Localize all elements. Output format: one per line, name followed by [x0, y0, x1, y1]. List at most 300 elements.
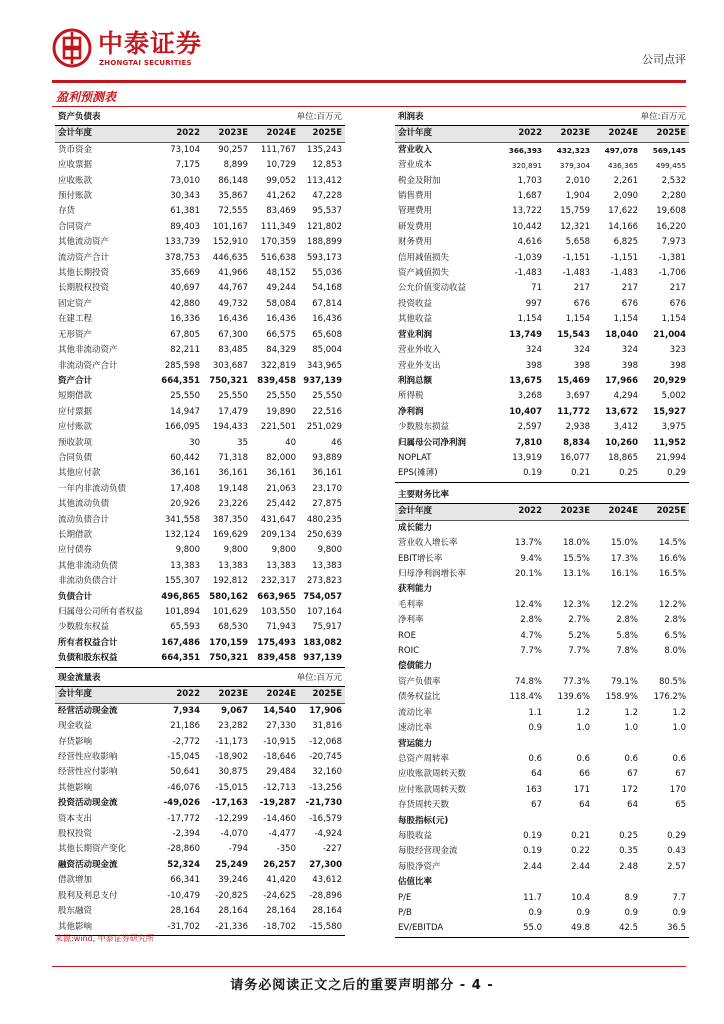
row-label: 信用减值损失	[398, 252, 450, 263]
cell-value: 64	[627, 800, 638, 811]
cell-value: 1.0	[624, 723, 638, 734]
cell-value: 46	[331, 437, 342, 448]
cell-value: 1.1	[528, 707, 542, 718]
row-label: 货币资金	[58, 144, 93, 155]
cell-value: -20,825	[215, 890, 248, 901]
cell-value: 378,753	[164, 252, 200, 263]
table-row	[55, 812, 345, 827]
cell-value: 12.3%	[562, 599, 590, 610]
cell-value: 39,246	[218, 875, 248, 886]
cell-value: 41,420	[266, 875, 296, 886]
cell-value: -794	[228, 844, 248, 855]
row-label: 应付票据	[58, 406, 93, 417]
table-row	[55, 651, 345, 667]
row-label: 借款增加	[58, 875, 93, 886]
cell-value: 183,082	[303, 637, 342, 648]
cell-value: -24,625	[263, 890, 296, 901]
row-label: 营业外收入	[398, 345, 441, 356]
table-row	[55, 359, 345, 374]
cell-value: 232,317	[260, 576, 296, 587]
cell-value: 580,162	[209, 591, 248, 602]
cell-value: 379,304	[559, 161, 591, 171]
cell-value: 15,543	[557, 329, 591, 340]
cell-value: -1,039	[514, 252, 542, 263]
cell-value: 2.7%	[568, 615, 590, 626]
cell-value: 54,168	[312, 283, 342, 294]
column-header: 2022	[495, 504, 545, 520]
row-label: 资本支出	[58, 813, 93, 824]
table-row	[395, 798, 689, 813]
cell-value: 0.21	[545, 466, 593, 482]
cell-value: 217	[669, 283, 687, 294]
row-label: 无形资产	[58, 329, 93, 340]
cell-value: 663,965	[257, 591, 296, 602]
cell-value: 750,321	[203, 651, 251, 667]
cell-value: 4.7%	[520, 630, 542, 641]
cell-value: 1,154	[565, 314, 591, 325]
cell-value: 68,530	[218, 622, 248, 633]
cell-value: 9,800	[271, 545, 296, 556]
cell-value: 750,321	[209, 375, 248, 386]
row-label: 税金及附加	[398, 175, 441, 186]
cell-value: -17,163	[211, 798, 248, 809]
cell-value: 49.8	[545, 921, 593, 937]
cell-value: 16,077	[560, 452, 591, 463]
table-row	[395, 690, 689, 705]
cell-value	[545, 875, 593, 890]
cell-value: 839,458	[251, 651, 299, 667]
table-unit: 单位:百万元	[251, 110, 345, 126]
cell-value	[495, 737, 545, 752]
cell-value: 113,412	[306, 175, 342, 186]
cell-value: 1.0	[576, 723, 590, 734]
cell-value: 25,550	[266, 391, 296, 402]
table-row	[395, 814, 689, 829]
column-header: 2024E	[251, 687, 299, 703]
row-label: 应付账款周转天数	[398, 784, 467, 795]
cell-value: -49,026	[163, 798, 200, 809]
row-label: 资产合计	[58, 375, 93, 386]
cell-value: 5,002	[661, 391, 687, 402]
table-title-row	[395, 110, 689, 126]
cell-value: -28,860	[167, 844, 200, 855]
cell-value: 10,407	[509, 406, 542, 417]
cell-value: 16,436	[312, 314, 342, 325]
cell-value: 82,000	[266, 452, 296, 463]
cell-value	[495, 659, 545, 674]
row-label: ROIC	[398, 646, 420, 657]
cell-value: -18,702	[251, 920, 299, 936]
cell-value: 11,952	[653, 437, 687, 448]
cell-value: 0.6	[576, 753, 590, 764]
cell-value: 209,134	[260, 529, 296, 540]
cell-value: 19,890	[266, 406, 296, 417]
row-label: 非流动资产合计	[58, 360, 118, 371]
cell-value: 167,486	[161, 637, 200, 648]
table-row	[395, 629, 689, 644]
row-label: 投资活动现金流	[58, 798, 118, 809]
cell-value: -1,151	[562, 252, 591, 263]
row-label: 应付债券	[58, 545, 93, 556]
cell-value: 23,226	[218, 499, 248, 510]
cell-value: 2.44	[571, 861, 590, 872]
table-row	[55, 750, 345, 765]
cell-value: 26,257	[263, 859, 296, 870]
row-label: 资产减值损失	[398, 268, 450, 279]
cell-value: -18,646	[263, 752, 296, 763]
table-row	[55, 590, 345, 605]
cell-value: 2.8%	[664, 615, 687, 626]
cell-value: 217	[573, 283, 591, 294]
cell-value	[593, 582, 641, 597]
table-row	[55, 858, 345, 873]
table-row	[395, 829, 689, 844]
cell-value: 44,767	[218, 283, 248, 294]
cell-value: 25,550	[312, 391, 342, 402]
cell-value: 2,010	[565, 175, 591, 186]
cell-value: 10,260	[605, 437, 639, 448]
cell-value: 17,479	[218, 406, 248, 417]
cell-value: 2,938	[565, 422, 591, 433]
table-row	[55, 436, 345, 451]
cell-value: 13,672	[605, 406, 639, 417]
cell-value: 664,351	[151, 651, 203, 667]
cell-value: 12.4%	[514, 599, 542, 610]
cell-value: 3,268	[517, 391, 542, 402]
cell-value: -19,287	[259, 798, 296, 809]
cell-value: 4,294	[613, 391, 639, 402]
table-header-row	[395, 504, 689, 520]
row-label: 少数股东权益	[58, 622, 110, 633]
cell-value: 1.2	[672, 707, 687, 718]
cell-value: 28,164	[312, 906, 342, 917]
cell-value: -2,772	[172, 736, 200, 747]
row-label: 净利率	[398, 615, 424, 626]
cell-value: 111,349	[260, 221, 296, 232]
cell-value: 6.5%	[664, 630, 687, 641]
row-label: 短期借款	[58, 391, 93, 402]
table-row	[55, 281, 345, 296]
cell-value: 496,865	[161, 591, 200, 602]
table-row	[55, 142, 345, 158]
cell-value: -31,702	[151, 920, 203, 936]
cell-value: -15,580	[299, 920, 345, 936]
row-label: 长期股权投资	[58, 283, 110, 294]
table-row	[395, 921, 689, 937]
cell-value: 64	[531, 769, 542, 780]
cell-value: 398	[573, 360, 591, 371]
row-label: 毛利率	[398, 599, 424, 610]
company-logo-text: 中泰证券	[98, 29, 203, 58]
row-label: 营业外支出	[398, 360, 441, 371]
column-header: 2025E	[641, 504, 689, 520]
table-row	[395, 204, 689, 219]
cell-value: 8.9	[624, 892, 638, 903]
cell-value: 0.6	[672, 753, 687, 764]
row-label: 速动比率	[398, 723, 433, 734]
cell-value: 176.2%	[653, 692, 687, 703]
cell-value: 25,442	[266, 499, 296, 510]
row-label: 少数股东损益	[398, 422, 450, 433]
cell-value: 324	[573, 345, 591, 356]
cell-value: 107,164	[306, 607, 342, 617]
row-label: 其他流动资产	[58, 237, 110, 248]
table-row	[395, 174, 689, 189]
cell-value: 937,139	[303, 375, 342, 386]
cell-value	[495, 520, 545, 536]
cell-value: 324	[525, 345, 542, 356]
cell-value: 398	[621, 360, 639, 371]
cell-value: 61,381	[170, 206, 200, 217]
cell-value: 188,899	[306, 237, 342, 248]
cell-value: 16.1%	[610, 569, 638, 580]
cell-value: 79.1%	[610, 676, 638, 687]
cell-value: 0.9	[528, 723, 542, 734]
cell-value: 0.9	[576, 907, 590, 918]
cell-value: 13.1%	[562, 569, 590, 580]
cell-value: -1,381	[658, 252, 687, 263]
cell-value: 15,927	[653, 406, 687, 417]
cell-value: 2,261	[613, 175, 639, 186]
cell-value	[593, 737, 641, 752]
row-label: 在建工程	[58, 314, 93, 325]
cell-value: 16.5%	[659, 569, 687, 580]
cell-value: 19,148	[218, 483, 248, 494]
table-row	[55, 513, 345, 528]
table-row	[395, 891, 689, 906]
table-row	[55, 620, 345, 635]
cell-value: 55.0	[495, 921, 545, 937]
cell-value: 14,947	[170, 406, 200, 417]
cell-value: 18,040	[605, 329, 639, 340]
cell-value: -12,299	[215, 813, 248, 824]
cell-value: 29,484	[266, 767, 296, 778]
cell-value: 72,555	[218, 206, 248, 217]
cell-value: 133,739	[164, 237, 200, 248]
cell-value: 497,078	[604, 145, 639, 155]
cell-value: 67	[531, 800, 542, 811]
row-label: 应收票据	[58, 160, 93, 171]
cell-value: 2,532	[661, 175, 687, 186]
table-row	[55, 703, 345, 719]
column-header: 2022	[151, 687, 203, 703]
footer-divider	[52, 966, 686, 967]
row-label: 经营性应收影响	[58, 752, 118, 763]
cell-value: 90,257	[218, 144, 248, 155]
table-row	[395, 582, 689, 597]
cell-value	[641, 520, 689, 536]
cell-value: 320,891	[511, 161, 542, 171]
cell-value: 15.5%	[562, 553, 590, 564]
row-label: 其他长期投资	[58, 268, 110, 279]
cell-value: 171	[573, 784, 590, 795]
cell-value: -20,745	[309, 752, 342, 763]
cell-value: -4,070	[220, 829, 248, 840]
row-label: 管理费用	[398, 206, 433, 217]
cell-value: 18,865	[608, 452, 639, 463]
row-label: 其他长期资产变化	[58, 844, 127, 855]
cell-value: 9,800	[175, 545, 200, 556]
table-row	[395, 405, 689, 420]
cell-value: 322,819	[260, 360, 296, 371]
cell-value: 66,575	[266, 329, 296, 340]
cell-value: 285,598	[164, 360, 200, 371]
cell-value: 273,823	[306, 576, 342, 587]
cell-value: 35	[237, 437, 248, 448]
table-title-row	[395, 488, 689, 504]
cell-value: 387,350	[212, 514, 248, 525]
cell-value: -12,068	[309, 736, 342, 747]
cell-value: 86,148	[218, 175, 248, 186]
cell-value: -2,394	[172, 829, 200, 840]
cell-value: 170,359	[260, 237, 296, 248]
table-row	[55, 251, 345, 266]
cell-value: 139.6%	[557, 692, 590, 703]
cell-value: 8,834	[563, 437, 591, 448]
row-label: 固定资产	[58, 298, 93, 309]
cell-value: 14.5%	[659, 538, 687, 549]
table-row	[55, 235, 345, 250]
cell-value: 10,442	[512, 221, 542, 232]
row-label: 债务权益比	[398, 692, 441, 703]
cell-value: 172	[621, 784, 638, 795]
cell-value: 36,161	[266, 468, 296, 479]
row-label: 股东融资	[58, 906, 93, 917]
cell-value	[545, 582, 593, 597]
cell-value: 593,173	[306, 252, 342, 263]
table-row	[55, 559, 345, 574]
row-label: 负债合计	[58, 591, 93, 602]
row-label: 应收账款周转天数	[398, 769, 467, 780]
cell-value: 6,825	[613, 237, 639, 248]
cell-value: 12,853	[312, 160, 342, 171]
cell-value: 80.5%	[659, 676, 687, 687]
column-header: 2024E	[251, 126, 299, 142]
table-unit: 单位:百万元	[593, 110, 689, 126]
cell-value: 7.7	[672, 892, 687, 903]
row-label: 总资产周转率	[398, 753, 450, 764]
cell-value: 17,966	[605, 375, 639, 386]
cell-value: -17,772	[167, 813, 200, 824]
cell-value: 937,139	[299, 651, 345, 667]
section-title: 盈利预测表	[56, 90, 117, 104]
cell-value: 0.35	[619, 846, 638, 857]
table-title-row	[55, 110, 345, 126]
table-row	[395, 737, 689, 752]
cell-value: 0.9	[624, 907, 638, 918]
cell-value: 30	[189, 437, 200, 448]
cell-value: 0.29	[641, 466, 689, 482]
cell-value	[495, 814, 545, 829]
row-label: 所得税	[398, 391, 424, 402]
cell-value: 12.2%	[659, 599, 687, 610]
row-label: 销售费用	[398, 191, 433, 202]
cell-value: 2.8%	[616, 615, 638, 626]
row-label: 估值比率	[398, 877, 433, 888]
cell-value	[495, 582, 545, 597]
cell-value: 1,904	[565, 191, 591, 202]
table-row	[395, 235, 689, 250]
column-header: 2022	[495, 126, 545, 142]
cell-value: 250,639	[306, 529, 342, 540]
table-title: 主要财务比率	[395, 488, 689, 504]
cell-value: 516,638	[260, 252, 296, 263]
table-row	[55, 796, 345, 811]
row-label: 存货周转天数	[398, 800, 450, 811]
cell-value: 13,383	[170, 560, 200, 571]
row-label: 营业利润	[398, 329, 433, 340]
cell-value: 170	[669, 784, 687, 795]
row-label: EBIT增长率	[398, 553, 443, 564]
cell-value: 480,235	[306, 514, 342, 525]
row-label: 财务费用	[398, 237, 433, 248]
cell-value: 75,917	[312, 622, 342, 633]
table-title: 现金流量表	[55, 671, 251, 687]
row-label: 存货影响	[58, 736, 93, 747]
row-label: 预收款项	[58, 437, 93, 448]
cell-value: 5.8%	[616, 630, 638, 641]
cell-value: 13.7%	[514, 538, 542, 549]
table-row	[395, 451, 689, 466]
row-label: NOPLAT	[398, 452, 432, 463]
cell-value: 158.9%	[605, 692, 638, 703]
table-row	[395, 374, 689, 389]
cell-value: -28,896	[309, 890, 342, 901]
cell-value: 13,919	[512, 452, 542, 463]
table-row	[55, 574, 345, 589]
cell-value: 324	[621, 345, 639, 356]
cell-value: 303,687	[212, 360, 248, 371]
row-label: 研发费用	[398, 221, 433, 232]
cell-value: 12.2%	[610, 599, 638, 610]
cell-value: 16,436	[218, 314, 248, 325]
table-row	[395, 297, 689, 312]
cell-value	[641, 582, 689, 597]
table-row	[395, 189, 689, 204]
row-label: 流动比率	[398, 707, 433, 718]
cell-value: 73,010	[170, 175, 200, 186]
cell-value: 17.3%	[610, 553, 638, 564]
cell-value: 8.0%	[664, 646, 687, 657]
row-label: 每股经营现金流	[398, 846, 458, 857]
column-header: 2024E	[593, 126, 641, 142]
row-label: EV/EBITDA	[395, 921, 495, 937]
column-header: 2023E	[203, 126, 251, 142]
cell-value: 71,943	[266, 622, 296, 633]
cell-value: 194,433	[212, 422, 248, 433]
row-label: 非流动负债合计	[58, 576, 118, 587]
table-row	[395, 706, 689, 721]
cell-value: 398	[669, 360, 687, 371]
cell-value: 135,243	[306, 144, 342, 155]
cell-value: 17,622	[608, 206, 639, 217]
cell-value: 25,550	[218, 391, 248, 402]
cell-value: -15,015	[215, 782, 248, 793]
row-label: 经营活动现金流	[58, 705, 118, 716]
table-row	[395, 420, 689, 435]
row-label: 公允价值变动收益	[398, 283, 467, 294]
cell-value: 21,994	[656, 452, 687, 463]
table-row	[395, 389, 689, 404]
table-row	[395, 675, 689, 690]
cell-value: 9,067	[221, 705, 248, 716]
cell-value: 103,550	[260, 607, 296, 617]
cell-value: -46,076	[167, 782, 200, 793]
cell-value: 676	[621, 298, 639, 309]
table-row	[55, 312, 345, 327]
cell-value: 47,228	[312, 191, 342, 202]
table-row	[55, 605, 345, 620]
